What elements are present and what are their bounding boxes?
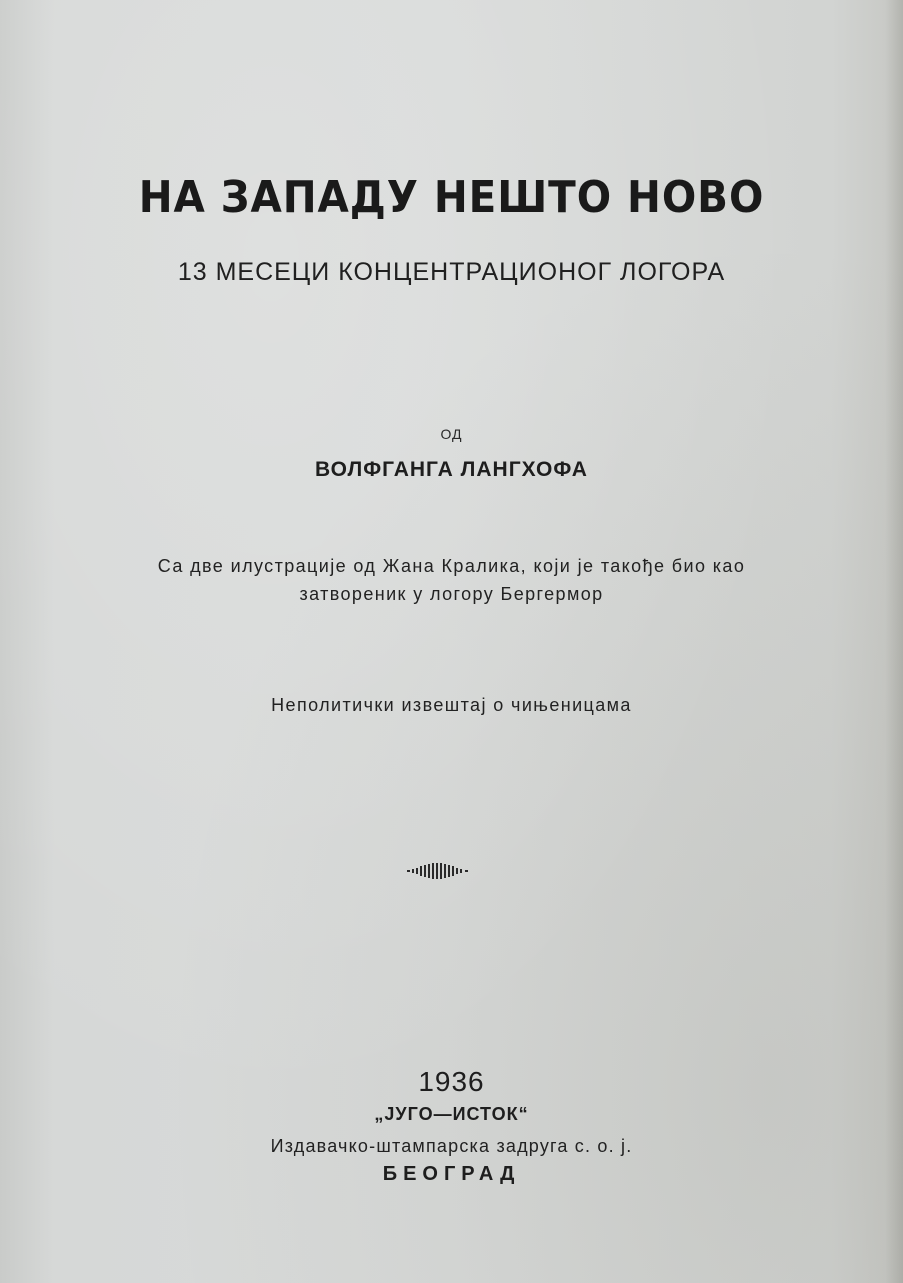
publisher-name: „ЈУГО—ИСТОК“	[374, 1104, 529, 1124]
by-label: ОД	[440, 426, 463, 442]
illustration-note-line-1: Са две илустрације од Жана Кралика, који је такође био као	[157, 556, 746, 576]
ornament-icon	[406, 862, 470, 880]
publication-city: БЕОГРАД	[382, 1163, 521, 1185]
author-name: ВОЛФГАНГА ЛАНГХОФА	[315, 458, 588, 481]
book-subtitle: 13 МЕСЕЦИ КОНЦЕНТРАЦИОНОГ ЛОГОРА	[177, 258, 726, 286]
book-title: НА ЗАПАДУ НЕШТО НОВО	[138, 172, 765, 223]
report-note: Неполитички извештај о чињеницама	[271, 695, 632, 715]
press-description: Издавачко-штампарска задруга с. о. ј.	[270, 1136, 633, 1156]
publication-year: 1936	[418, 1066, 485, 1097]
illustration-note-line-2: затвореник у логору Бергермор	[299, 584, 604, 604]
